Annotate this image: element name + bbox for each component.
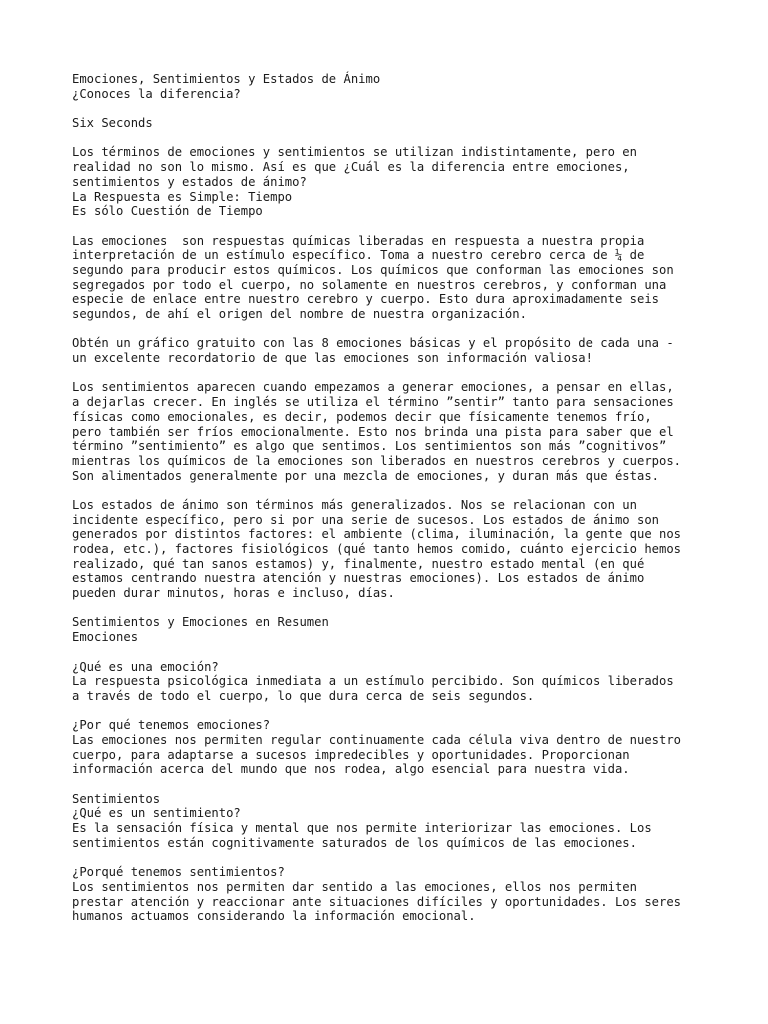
text-line: rodea, etc.), factores fisiológicos (qué tanto hemos comido, cuánto ejercicio hemos bbox=[72, 542, 682, 556]
text-line: un excelente recordatorio de que las emociones son información valiosa! bbox=[72, 351, 593, 366]
text-line: Los estados de ánimo son términos más generalizados. Nos se relacionan con un bbox=[72, 497, 637, 512]
text-paragraph bbox=[72, 234, 712, 322]
text-paragraph bbox=[72, 380, 712, 483]
text-paragraph bbox=[72, 865, 712, 924]
text-line: La Respuesta es Simple: Tiempo bbox=[72, 189, 293, 204]
text-line: Son alimentados generalmente por una mezcla de emociones, y duran más que éstas. bbox=[72, 468, 659, 483]
text-line: a dejarlas crecer. En inglés se utiliza el término ”sentir” tanto para sensaciones bbox=[72, 395, 674, 410]
text-line: segundo para producir estos químicos. Los químicos que conforman las emociones son bbox=[72, 262, 674, 277]
text-line: físicas como emocionales, es decir, podemos decir que físicamente tenemos frío, bbox=[72, 409, 652, 424]
text-line: cuerpo, para adaptarse a sucesos impredecibles y oportunidades. Proporcionan bbox=[72, 747, 630, 762]
text-line: ¿Qué es un sentimiento? bbox=[72, 806, 241, 821]
text-line: especie de enlace entre nuestro cerebro y cuerpo. Esto dura aproximadamente seis bbox=[72, 292, 659, 307]
text-line: sentimientos y estados de ánimo? bbox=[72, 174, 307, 189]
text-line: pueden durar minutos, horas e incluso, días. bbox=[72, 586, 395, 601]
text-paragraph bbox=[72, 498, 712, 601]
text-line: Sentimientos y Emociones en Resumen bbox=[72, 615, 329, 630]
text-line: información acerca del mundo que nos rodea, algo esencial para nuestra vida. bbox=[72, 762, 630, 777]
text-line: Las emociones nos permiten regular continuamente cada célula viva dentro de nuestro bbox=[72, 732, 682, 747]
text-line: ¿Por qué tenemos emociones? bbox=[72, 718, 271, 733]
text-line: sentimientos están cognitivamente saturados de los químicos de las emociones. bbox=[72, 835, 637, 850]
text-paragraph bbox=[72, 718, 712, 777]
text-line: pero también ser fríos emocionalmente. Esto nos brinda una pista para saber que el bbox=[72, 424, 674, 439]
text-line: Es sólo Cuestión de Tiempo bbox=[72, 204, 263, 219]
text-line: generados por distintos factores: el ambiente (clima, iluminación, la gente que nos bbox=[72, 527, 682, 542]
text-line: incidente específico, pero si por una serie de sucesos. Los estados de ánimo son bbox=[72, 512, 659, 527]
text-line: interpretación de un estímulo específico. Toma a nuestro cerebro cerca de ¼ de bbox=[72, 248, 645, 263]
text-line: Six Seconds bbox=[72, 116, 153, 131]
text-line: ¿Qué es una emoción? bbox=[72, 659, 219, 674]
text-line: a través de todo el cuerpo, lo que dura cerca de seis segundos. bbox=[72, 688, 535, 703]
text-line: prestar atención y reaccionar ante situaciones difíciles y oportunidades. Los seres bbox=[72, 894, 682, 909]
text-line: Las emociones son respuestas químicas liberadas en respuesta a nuestra propia bbox=[72, 233, 645, 248]
text-line: ¿Porqué tenemos sentimientos? bbox=[72, 865, 285, 880]
text-line: estamos centrando nuestra atención y nuestras emociones). Los estados de ánimo bbox=[72, 571, 645, 586]
text-paragraph bbox=[72, 116, 712, 131]
document-page bbox=[72, 72, 712, 939]
text-line: segregados por todo el cuerpo, no solamente en nuestros cerebros, y conforman una bbox=[72, 277, 667, 292]
text-line: La respuesta psicológica inmediata a un estímulo percibido. Son químicos liberados bbox=[72, 674, 674, 689]
text-line: mientras los químicos de la emociones son liberados en nuestros cerebros y cuerpos. bbox=[72, 453, 682, 468]
text-paragraph bbox=[72, 72, 712, 101]
text-paragraph bbox=[72, 792, 712, 851]
text-line: Sentimientos bbox=[72, 791, 161, 806]
text-paragraph bbox=[72, 336, 712, 365]
text-line: Obtén un gráfico gratuito con las 8 emociones básicas y el propósito de cada una - bbox=[72, 336, 674, 351]
text-line: Emociones bbox=[72, 630, 139, 645]
text-line: Es la sensación física y mental que nos permite interiorizar las emociones. Los bbox=[72, 821, 652, 836]
text-line: Los sentimientos aparecen cuando empezamos a generar emociones, a pensar en ellas, bbox=[72, 380, 674, 395]
text-line: Los términos de emociones y sentimientos se utilizan indistintamente, pero en bbox=[72, 145, 637, 160]
text-line: segundos, de ahí el origen del nombre de nuestra organización. bbox=[72, 307, 527, 321]
text-line: Los sentimientos nos permiten dar sentido a las emociones, ellos nos permiten bbox=[72, 879, 637, 894]
text-paragraph bbox=[72, 660, 712, 704]
text-paragraph bbox=[72, 145, 712, 218]
text-line: Emociones, Sentimientos y Estados de Ánimo bbox=[72, 72, 381, 86]
text-line: realizado, qué tan sanos estamos) y, finalmente, nuestro estado mental (en qué bbox=[72, 556, 645, 571]
text-paragraph bbox=[72, 615, 712, 644]
text-line: humanos actuamos considerando la información emocional. bbox=[72, 909, 476, 924]
text-line: término ”sentimiento” es algo que sentimos. Los sentimientos son más ”cognitivos” bbox=[72, 439, 667, 454]
text-line: realidad no son lo mismo. Así es que ¿Cuál es la diferencia entre emociones, bbox=[72, 160, 630, 175]
text-line: ¿Conoces la diferencia? bbox=[72, 86, 241, 101]
